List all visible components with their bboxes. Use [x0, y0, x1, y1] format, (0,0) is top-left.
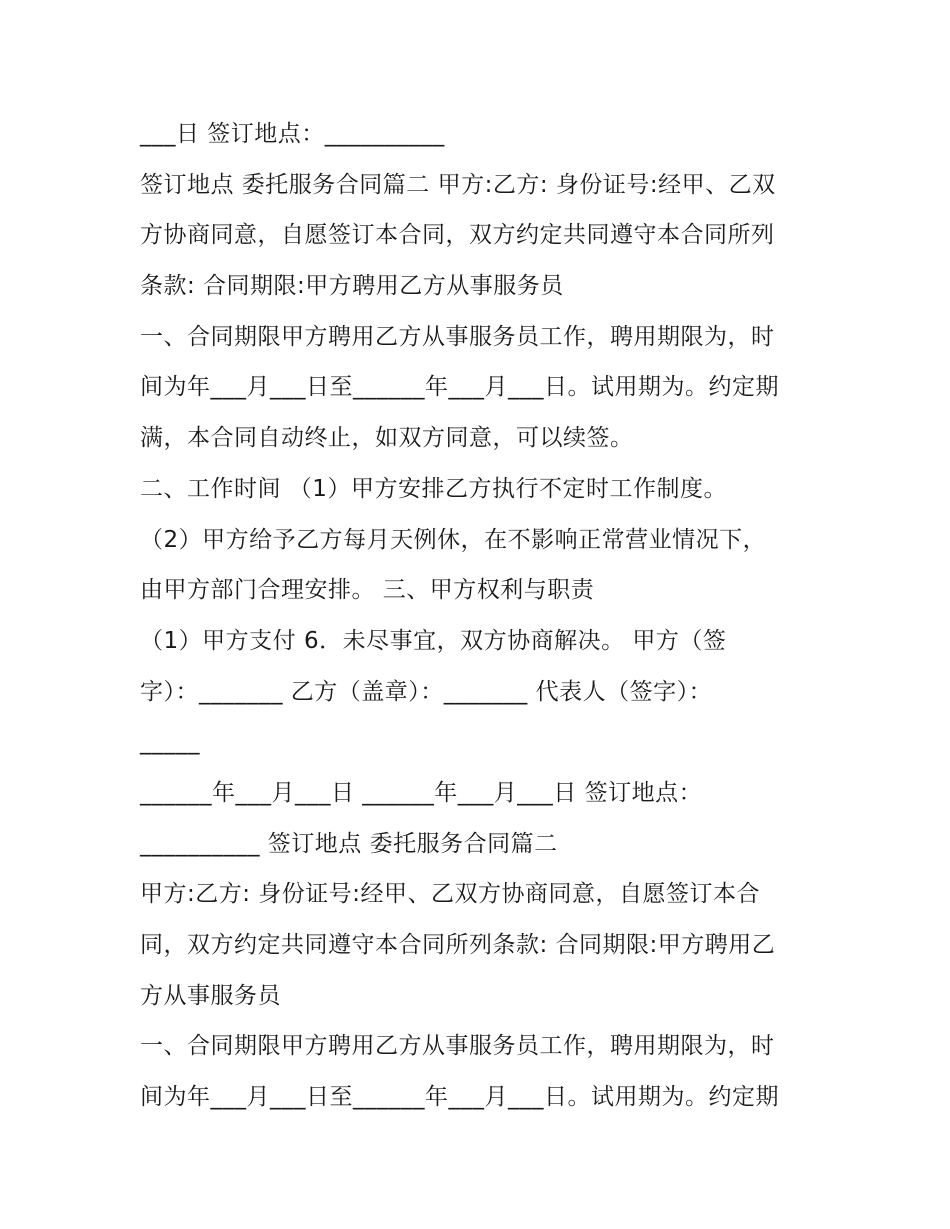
contract-body — [140, 109, 820, 1123]
text-line: 方协商同意，自愿签订本合同，双方约定共同遵守本合同所列 — [140, 222, 775, 249]
text-line: ___日 签订地点：__________ — [140, 121, 445, 147]
text-line: ______年___月___日 ______年___月___日 签订地点： — [140, 779, 703, 806]
text-line: 条款: 合同期限:甲方聘用乙方从事服务员 — [140, 273, 564, 300]
text-line: 甲方:乙方: 身份证号:经甲、乙双方协商同意，自愿签订本合 — [140, 881, 761, 908]
text-line: 由甲方部门合理安排。 三、甲方权利与职责 — [140, 577, 595, 604]
text-line: 字）：_______ 乙方（盖章）：_______ 代表人（签字）： — [140, 678, 713, 705]
text-line: （1）甲方支付 6．未尽事宜，双方协商解决。 甲方（签 — [140, 627, 727, 654]
text-line: 间为年___月___日至______年___月___日。试用期为。约定期 — [140, 374, 779, 401]
text-line: （2）甲方给予乙方每月天例休，在不影响正常营业情况下， — [140, 526, 767, 553]
text-line: 满，本合同自动终止，如双方同意，可以续签。 — [140, 425, 634, 452]
text-line: 同，双方约定共同遵守本合同所列条款: 合同期限:甲方聘用乙 — [140, 932, 776, 958]
text-line: 间为年___月___日至______年___月___日。试用期为。约定期 — [140, 1084, 779, 1111]
text-line: 一、合同期限甲方聘用乙方从事服务员工作，聘用期限为，时 — [140, 323, 775, 350]
text-line: 二、工作时间 （1）甲方安排乙方执行不定时工作制度。 — [140, 475, 727, 502]
text-line: 签订地点 委托服务合同篇二 甲方:乙方: 身份证号:经甲、乙双 — [140, 171, 776, 198]
text-line: 一、合同期限甲方聘用乙方从事服务员工作，聘用期限为，时 — [140, 1033, 775, 1060]
text-line: 方从事服务员 — [140, 982, 281, 1009]
text-line: __________ 签订地点 委托服务合同篇二 — [140, 830, 558, 857]
text-line: _____ — [140, 729, 200, 756]
